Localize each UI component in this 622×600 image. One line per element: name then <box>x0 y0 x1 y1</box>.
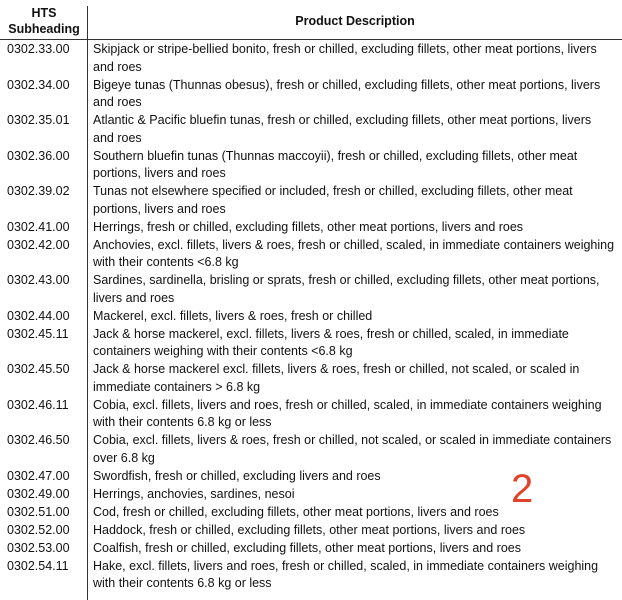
product-description: Jack & horse mackerel, excl. fillets, livers & roes, fresh or chilled, scaled, in immediate containers weighing with their contents <6.8 kg <box>93 326 569 358</box>
table-row <box>0 272 622 308</box>
product-description: Cod, fresh or chilled, excluding fillets, other meat portions, livers and roes <box>93 504 499 519</box>
table-row <box>0 522 622 540</box>
table-row <box>0 308 622 326</box>
hts-code: 0302.42.00 <box>7 237 70 252</box>
hts-code: 0302.46.11 <box>7 397 69 412</box>
table-row <box>0 148 622 184</box>
table-row <box>0 432 622 468</box>
hts-code: 0302.46.50 <box>7 433 70 447</box>
table-row <box>0 540 622 558</box>
table-header <box>0 0 622 40</box>
product-description: Atlantic & Pacific bluefin tunas, fresh or chilled, excluding fillets, other meat portions, livers and roes <box>93 113 592 145</box>
product-description: Cobia, excl. fillets, livers & roes, fresh or chilled, not scaled, or scaled in immediate containers over 6.8 kg <box>93 433 612 465</box>
product-description: Mackerel, excl. fillets, livers & roes, fresh or chilled <box>93 308 373 323</box>
table-row <box>0 77 622 113</box>
hts-code: 0302.52.00 <box>7 522 70 537</box>
table-row <box>0 112 622 148</box>
table-row <box>0 237 622 273</box>
product-description: Tunas not elsewhere specified or included, fresh or chilled, excluding fillets, other meat portions, livers and roes <box>93 184 573 216</box>
table-row <box>0 397 622 433</box>
table-row <box>0 183 622 219</box>
hts-code: 0302.36.00 <box>7 148 70 163</box>
header-product-description: Product Description <box>295 14 415 28</box>
product-description: Herrings, fresh or chilled, excluding fillets, other meat portions, livers and roes <box>93 219 524 234</box>
hts-code: 0302.47.00 <box>7 468 70 483</box>
table-row <box>0 361 622 397</box>
annotation-number: 2 <box>511 467 534 511</box>
hts-code: 0302.39.02 <box>7 184 70 198</box>
product-description: Anchovies, excl. fillets, livers & roes, fresh or chilled, scaled, in immediate containers weighing with their contents <6.8 kg <box>93 237 615 269</box>
hts-code: 0302.45.11 <box>7 326 69 341</box>
hts-code: 0302.35.01 <box>7 113 70 127</box>
hts-code: 0302.43.00 <box>7 273 70 287</box>
product-description: Jack & horse mackerel excl. fillets, livers & roes, fresh or chilled, not scaled, or scaled in immediate containers > 6.8 kg <box>93 362 580 394</box>
header-divider <box>0 39 622 40</box>
header-hts-line2: Subheading <box>8 22 80 36</box>
product-description: Haddock, fresh or chilled, excluding fillets, other meat portions, livers and roes <box>93 522 526 537</box>
product-description: Hake, excl. fillets, livers and roes, fresh or chilled, scaled, in immediate containers weighing with their contents 6.8 kg or less <box>93 558 599 590</box>
hts-code: 0302.49.00 <box>7 486 70 501</box>
product-description: Southern bluefin tunas (Thunnas maccoyii), fresh or chilled, excluding fillets, other meat portions, livers and roes <box>93 148 578 180</box>
hts-code: 0302.54.11 <box>7 558 69 573</box>
product-description: Bigeye tunas (Thunnas obesus), fresh or chilled, excluding fillets, other meat portions, livers and roes <box>93 77 601 109</box>
hts-code: 0302.53.00 <box>7 540 70 555</box>
product-description: Sardines, sardinella, brisling or sprats, fresh or chilled, excluding fillets, other meat portions, livers and roes <box>93 273 600 305</box>
hts-code: 0302.45.50 <box>7 362 70 376</box>
hts-code: 0302.34.00 <box>7 77 70 92</box>
table-row <box>0 326 622 362</box>
table-row <box>0 558 622 594</box>
table-row <box>0 41 622 77</box>
hts-code: 0302.41.00 <box>7 219 70 234</box>
hts-code: 0302.44.00 <box>7 308 70 323</box>
product-description: Coalfish, fresh or chilled, excluding fillets, other meat portions, livers and roes <box>93 540 521 555</box>
product-description: Cobia, excl. fillets, livers and roes, fresh or chilled, scaled, in immediate containers weighing with their contents 6.8 kg or less <box>93 397 602 429</box>
header-hts-line1: HTS <box>31 6 57 20</box>
product-description: Herrings, anchovies, sardines, nesoi <box>93 486 295 501</box>
product-description: Swordfish, fresh or chilled, excluding livers and roes <box>93 468 381 483</box>
hts-code: 0302.51.00 <box>7 504 70 519</box>
product-description: Skipjack or stripe-bellied bonito, fresh or chilled, excluding fillets, other meat portions, livers and roes <box>93 42 597 74</box>
header-hts-subheading <box>4 5 84 37</box>
table-row <box>0 219 622 237</box>
hts-code: 0302.33.00 <box>7 42 70 56</box>
